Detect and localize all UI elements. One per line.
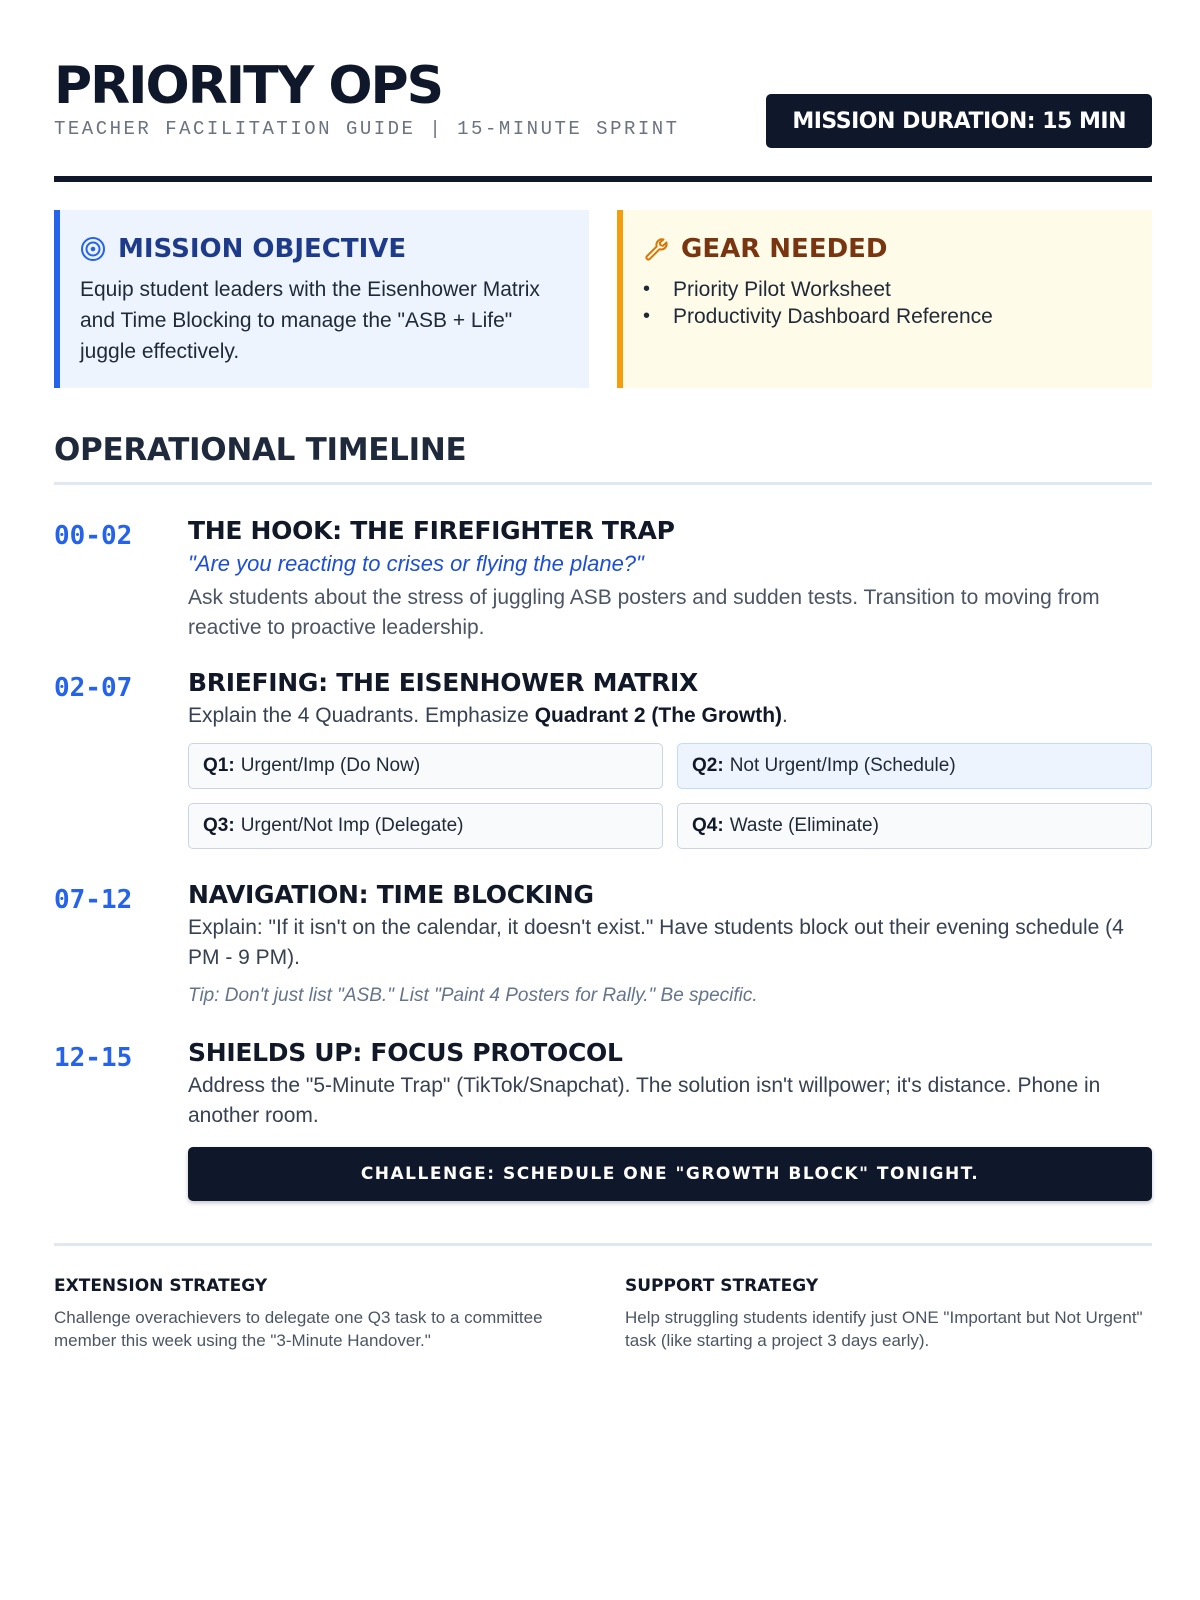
timeline-step bbox=[54, 1037, 1152, 1201]
quadrant-q2: Q2: Not Urgent/Imp (Schedule) bbox=[677, 743, 1152, 789]
step-time: 00-02 bbox=[54, 521, 133, 551]
target-icon bbox=[80, 236, 106, 262]
emphasis-text: Quadrant 2 (The Growth) bbox=[534, 704, 783, 727]
step-title: BRIEFING: THE EISENHOWER MATRIX bbox=[188, 668, 698, 697]
quadrant-q4: Q4: Waste (Eliminate) bbox=[677, 803, 1152, 849]
step-title: THE HOOK: THE FIREFIGHTER TRAP bbox=[188, 516, 675, 545]
quadrant-q1: Q1: Urgent/Imp (Do Now) bbox=[188, 743, 663, 789]
timeline-step bbox=[54, 879, 1152, 1007]
step-text: Explain the 4 Quadrants. Emphasize Quadrant 2 (The Growth). bbox=[188, 704, 788, 727]
step-text: Explain: "If it isn't on the calendar, it doesn't exist." Have students block out their evening schedule (4 PM - 9 PM). bbox=[188, 916, 1124, 969]
extension-strategy bbox=[54, 1276, 581, 1352]
support-strategy-text: Help struggling students identify just ONE "Important but Not Urgent" task (like starting a project 3 days early). bbox=[625, 1308, 1143, 1350]
info-cards bbox=[54, 210, 1152, 388]
gear-item: • Priority Pilot Worksheet bbox=[643, 276, 1130, 303]
timeline-heading: OPERATIONAL TIMELINE bbox=[54, 432, 467, 468]
step-text: Ask students about the stress of juggling ASB posters and sudden tests. Transition to moving from reactive to proactive leadership. bbox=[188, 586, 1100, 639]
gear-list bbox=[643, 276, 1130, 330]
support-strategy bbox=[625, 1276, 1152, 1352]
mission-objective-card bbox=[54, 210, 589, 388]
facilitation-guide bbox=[54, 56, 1152, 1352]
extension-strategy-text: Challenge overachievers to delegate one Q3 task to a committee member this week using the "3-Minute Handover." bbox=[54, 1308, 543, 1350]
mission-objective-title: MISSION OBJECTIVE bbox=[118, 234, 407, 264]
challenge-banner: CHALLENGE: SCHEDULE ONE "GROWTH BLOCK" TONIGHT. bbox=[188, 1147, 1152, 1201]
gear-needed-card bbox=[617, 210, 1152, 388]
mission-objective-text: Equip student leaders with the Eisenhower Matrix and Time Blocking to manage the "ASB + Life" juggle effectively. bbox=[80, 278, 540, 363]
wrench-icon bbox=[643, 236, 669, 262]
step-text: Address the "5-Minute Trap" (TikTok/Snapchat). The solution isn't willpower; it's distance. Phone in another room. bbox=[188, 1074, 1101, 1127]
timeline-step bbox=[54, 667, 1152, 849]
quadrant-q3: Q3: Urgent/Not Imp (Delegate) bbox=[188, 803, 663, 849]
header-divider bbox=[54, 176, 1152, 182]
step-time: 07-12 bbox=[54, 885, 133, 915]
step-quote: "Are you reacting to crises or flying the plane?" bbox=[188, 551, 644, 576]
timeline-step bbox=[54, 515, 1152, 643]
extension-strategy-title: EXTENSION STRATEGY bbox=[54, 1276, 268, 1296]
step-tip: Tip: Don't just list "ASB." List "Paint 4 Posters for Rally." Be specific. bbox=[188, 985, 758, 1006]
support-strategy-title: SUPPORT STRATEGY bbox=[625, 1276, 819, 1296]
page-title: PRIORITY OPS bbox=[54, 56, 443, 116]
gear-item: • Productivity Dashboard Reference bbox=[643, 303, 1130, 330]
step-title: SHIELDS UP: FOCUS PROTOCOL bbox=[188, 1038, 623, 1067]
header bbox=[54, 56, 1152, 176]
step-time: 02-07 bbox=[54, 673, 133, 703]
gear-needed-title: GEAR NEEDED bbox=[681, 234, 888, 264]
step-title: NAVIGATION: TIME BLOCKING bbox=[188, 880, 594, 909]
footer-divider bbox=[54, 1243, 1152, 1246]
eisenhower-matrix bbox=[188, 743, 1152, 849]
timeline-divider bbox=[54, 482, 1152, 485]
strategies bbox=[54, 1276, 1152, 1352]
mission-duration-badge: MISSION DURATION: 15 MIN bbox=[766, 94, 1152, 148]
step-time: 12-15 bbox=[54, 1043, 133, 1073]
page-subtitle: TEACHER FACILITATION GUIDE | 15-MINUTE SPRINT bbox=[54, 118, 680, 140]
